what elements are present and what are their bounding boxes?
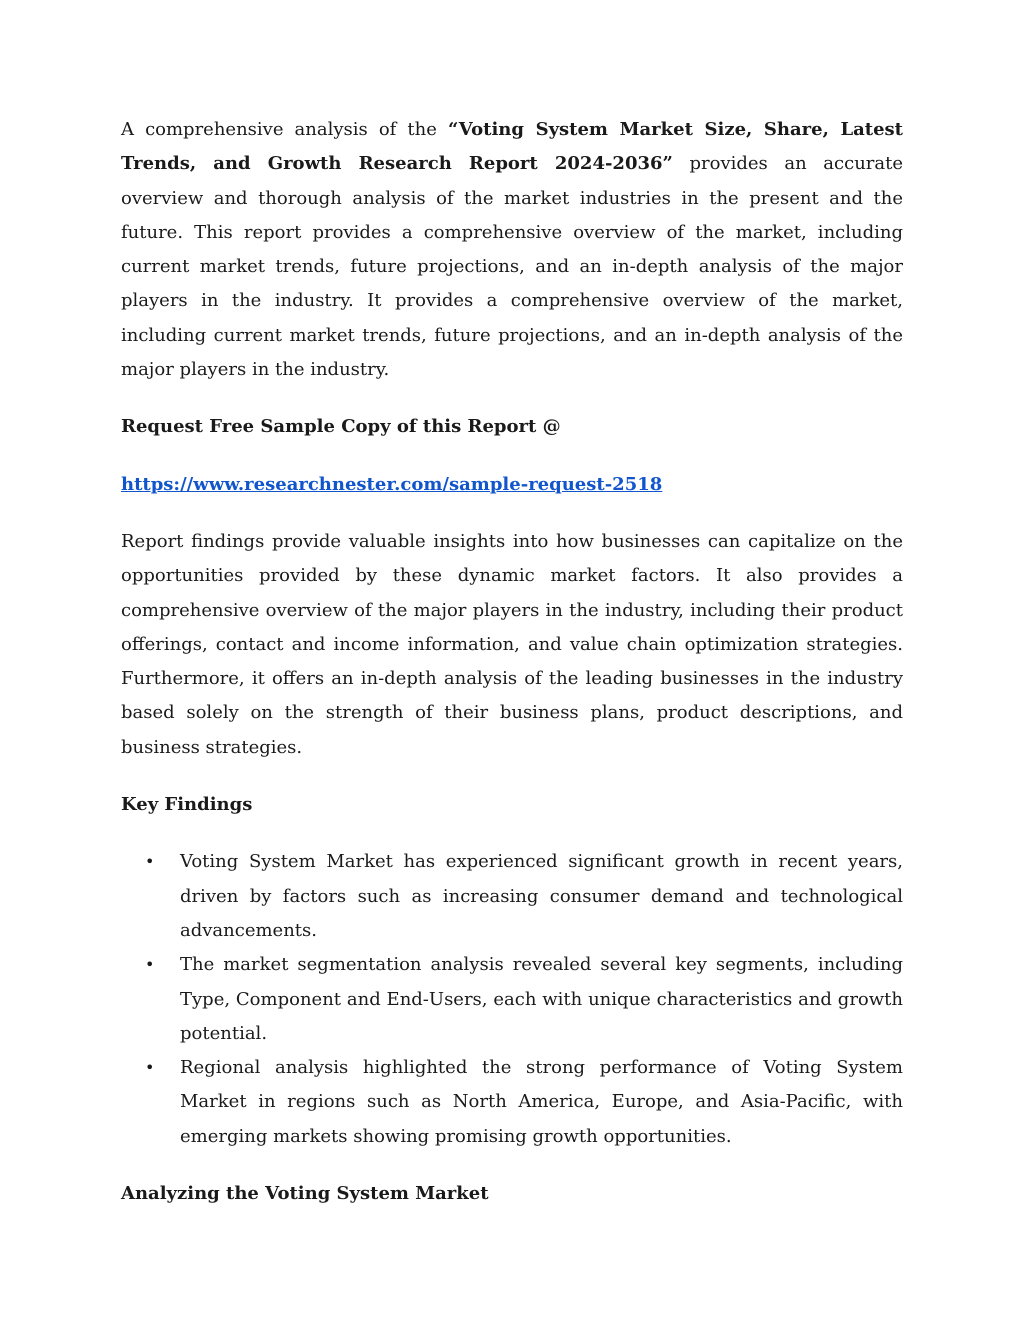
report-title: “Voting System Market Size, Share, Latest Trends, and Growth Research Report 2024-2036” (121, 119, 903, 175)
key-findings-heading: Key Findings (121, 794, 253, 816)
list-item (121, 948, 903, 1051)
sample-request-link[interactable]: https://www.researchnester.com/sample-request-2518 (121, 473, 663, 495)
key-findings-list (121, 845, 903, 1154)
sample-request-heading: Request Free Sample Copy of this Report @ (121, 416, 561, 438)
findings-paragraph: Report findings provide valuable insights into how businesses can capitalize on the opportunities provided by these dynamic market factors. It also provides a comprehensive overview of the major players in the industry, including their product offerings, contact and income information, and value chain optimization strategies. Furthermore, it offers an in-depth analysis of the leading businesses in the industry based solely on the strength of their business plans, product descriptions, and business strategies. (121, 530, 903, 758)
document-page (121, 113, 903, 1234)
intro-prefix: A comprehensive analysis of the (121, 119, 448, 140)
list-item-text: Regional analysis highlighted the strong performance of Voting System Market in regions such as North America, Europe, and Asia-Pacific, with emerging markets showing promising growth opportunities. (180, 1057, 903, 1147)
sample-request-link-paragraph (121, 468, 903, 502)
intro-paragraph (121, 113, 903, 387)
bullet-icon: • (145, 1058, 155, 1078)
bullet-icon: • (145, 955, 155, 975)
analysis-heading: Analyzing the Voting System Market (121, 1183, 489, 1205)
intro-suffix: provides an accurate overview and thorough analysis of the market industries in the present and the future. This report provides a comprehensive overview of the market, including current market trends, future projections, and an in-depth analysis of the major players in the industry. It provides a comprehensive overview of the market, including current market trends, future projections, and an in-depth analysis of the major players in the industry. (121, 153, 904, 381)
list-item-text: The market segmentation analysis revealed several key segments, including Type, Component and End-Users, each with unique characteristics and growth potential. (180, 954, 903, 1044)
list-item (121, 845, 903, 948)
list-item (121, 1051, 903, 1154)
bullet-icon: • (145, 852, 155, 872)
list-item-text: Voting System Market has experienced significant growth in recent years, driven by factors such as increasing consumer demand and technological advancements. (180, 851, 903, 941)
